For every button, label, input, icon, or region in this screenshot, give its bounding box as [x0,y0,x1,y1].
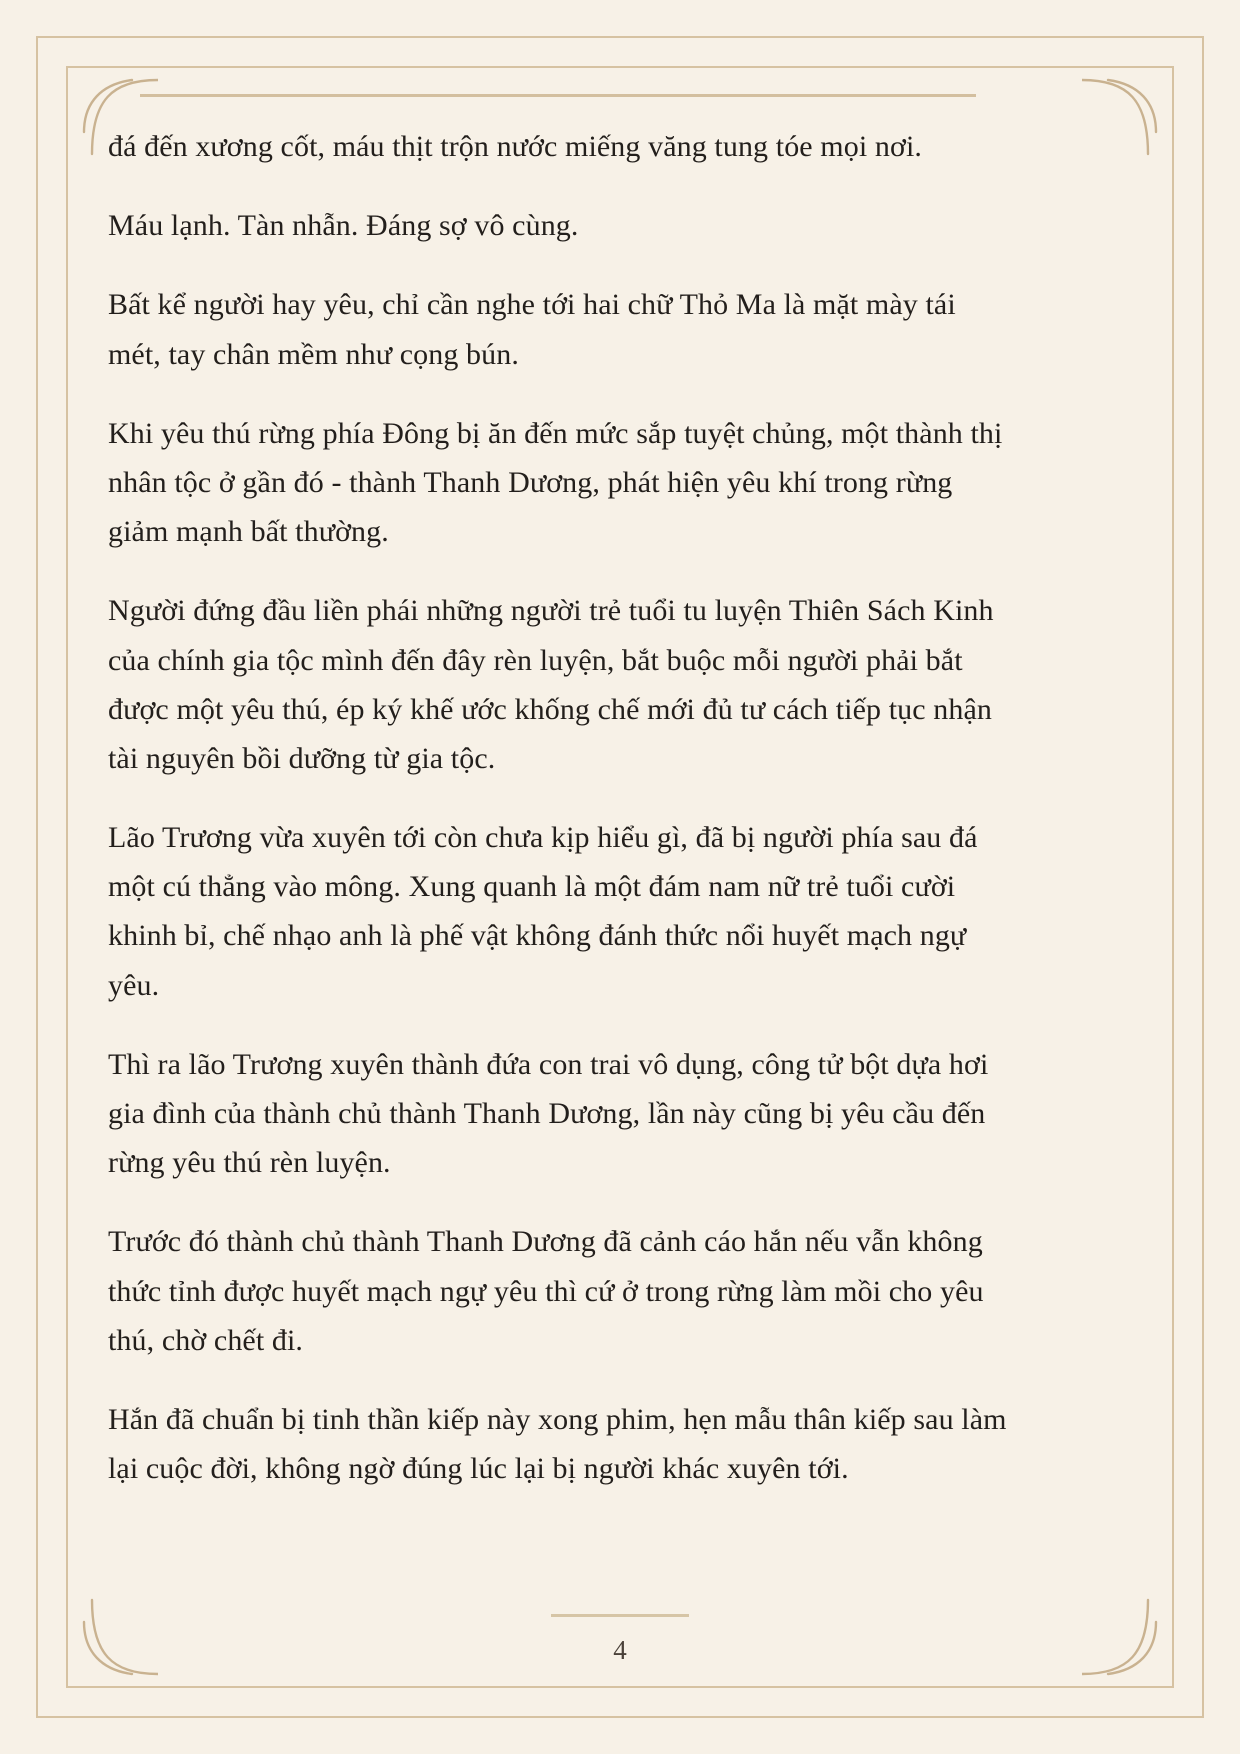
header-divider-rule [140,94,976,97]
paragraph: Lão Trương vừa xuyên tới còn chưa kịp hiểu gì, đã bị người phía sau đá một cú thẳng vào mông. Xung quanh là một đám nam nữ trẻ tuổi cười khinh bỉ, chế nhạo anh là phế vật không đánh thức nổi huyết mạch ngự yêu. [108,821,978,1002]
corner-ornament-top-right [1082,66,1174,158]
paragraph: Thì ra lão Trương xuyên thành đứa con trai vô dụng, công tử bột dựa hơi gia đình của thành chủ thành Thanh Dương, lần này cũng bị yêu cầu đến rừng yêu thú rèn luyện. [108,1047,989,1180]
paragraph: đá đến xương cốt, máu thịt trộn nước miếng văng tung tóe mọi nơi. [108,130,922,163]
paragraph: Máu lạnh. Tàn nhẫn. Đáng sợ vô cùng. [108,209,579,243]
paragraph: Hắn đã chuẩn bị tinh thần kiếp này xong phim, hẹn mẫu thân kiếp sau làm lại cuộc đời, không ngờ đúng lúc lại bị người khác xuyên tới. [108,1402,1007,1486]
paragraph: Trước đó thành chủ thành Thanh Dương đã cảnh cáo hắn nếu vẫn không thức tỉnh được huyết mạch ngự yêu thì cứ ở trong rừng làm mồi cho yêu thú, chờ chết đi. [108,1225,984,1357]
footer-divider-rule [551,1614,689,1617]
paragraph: Người đứng đầu liền phái những người trẻ tuổi tu luyện Thiên Sách Kinh của chính gia tộc mình đến đây rèn luyện, bắt buộc mỗi người phải bắt được một yêu thú, ép ký khế ước khống chế mới đủ tư cách tiếp tục nhận tài nguyên bồi dưỡng từ gia tộc. [108,594,994,775]
page-number: 4 [613,1635,627,1665]
body-text-content [108,122,1008,1493]
paragraph: Bất kể người hay yêu, chỉ cần nghe tới hai chữ Thỏ Ma là mặt mày tái mét, tay chân mềm như cọng bún. [108,288,956,371]
paragraph: Khi yêu thú rừng phía Đông bị ăn đến mức sắp tuyệt chủng, một thành thị nhân tộc ở gần đó - thành Thanh Dương, phát hiện yêu khí trong rừng giảm mạnh bất thường. [108,416,1003,549]
